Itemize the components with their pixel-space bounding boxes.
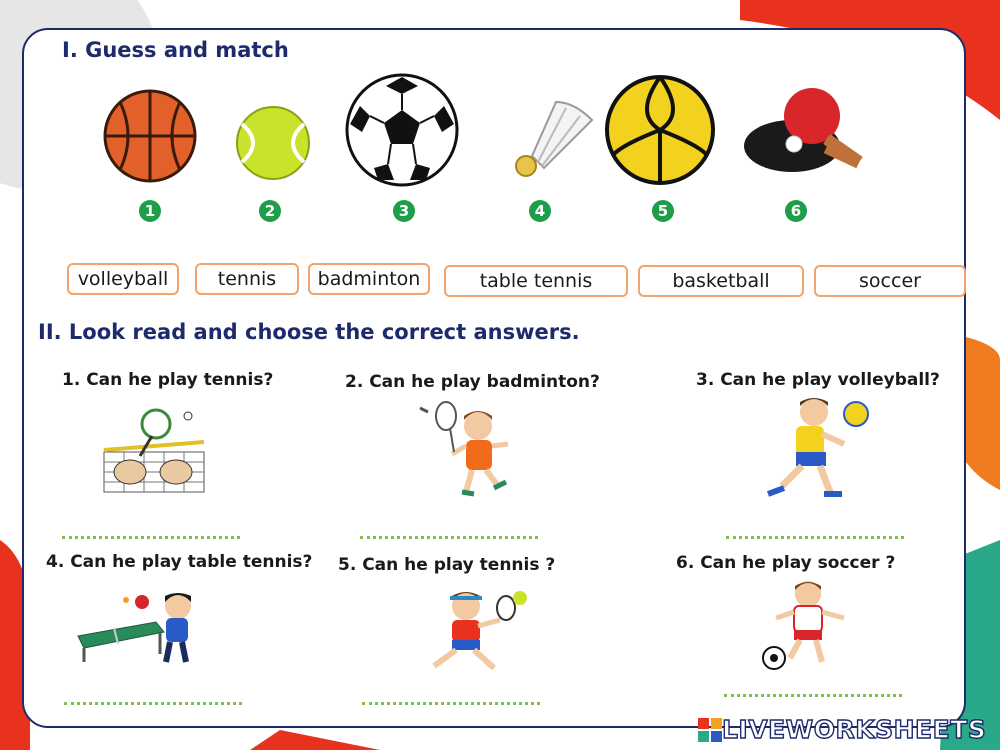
answer-line-2[interactable] (360, 536, 538, 539)
answer-line-1[interactable] (62, 536, 240, 539)
word-table-tennis[interactable]: table tennis (444, 265, 628, 297)
word-volleyball[interactable]: volleyball (67, 263, 179, 295)
question-3: 3. Can he play volleyball? (696, 370, 940, 390)
word-badminton[interactable]: badminton (308, 263, 430, 295)
boy-playing-tennis-icon (420, 586, 532, 674)
boy-playing-volleyball-icon (758, 394, 874, 508)
boy-playing-badminton-icon (412, 400, 522, 504)
table-tennis-paddles-icon (742, 86, 878, 182)
ball-number-4: 4 (529, 200, 551, 222)
answer-line-3[interactable] (726, 536, 904, 539)
word-soccer[interactable]: soccer (814, 265, 966, 297)
soccer-ball-icon (344, 72, 460, 188)
liveworksheets-wordmark: LIVEWORKSHEETS (722, 715, 987, 744)
section-2-title: II. Look read and choose the correct answers. (38, 320, 580, 344)
tennis-player-sketch-icon (100, 402, 208, 500)
ball-number-6: 6 (785, 200, 807, 222)
liveworksheets-tiles-icon (698, 718, 722, 742)
ball-number-5: 5 (652, 200, 674, 222)
volleyball-icon (604, 74, 716, 186)
answer-line-5[interactable] (362, 702, 540, 705)
section-1-title: I. Guess and match (62, 38, 289, 62)
answer-line-4[interactable] (64, 702, 242, 705)
boy-playing-table-tennis-icon (74, 588, 202, 668)
liveworksheets-logo (698, 715, 986, 744)
question-6: 6. Can he play soccer ? (676, 553, 896, 573)
tennis-ball-icon (234, 104, 312, 182)
shuttlecock-icon (504, 96, 596, 180)
ball-number-1: 1 (139, 200, 161, 222)
question-1: 1. Can he play tennis? (62, 370, 274, 390)
question-2: 2. Can he play badminton? (345, 372, 600, 392)
answer-line-6[interactable] (724, 694, 902, 697)
word-basketball[interactable]: basketball (638, 265, 804, 297)
ball-number-2: 2 (259, 200, 281, 222)
word-tennis[interactable]: tennis (195, 263, 299, 295)
basketball-icon (102, 88, 198, 184)
question-5: 5. Can he play tennis ? (338, 555, 556, 575)
question-4: 4. Can he play table tennis? (46, 552, 313, 572)
ball-number-3: 3 (393, 200, 415, 222)
boy-playing-soccer-icon (754, 578, 860, 672)
